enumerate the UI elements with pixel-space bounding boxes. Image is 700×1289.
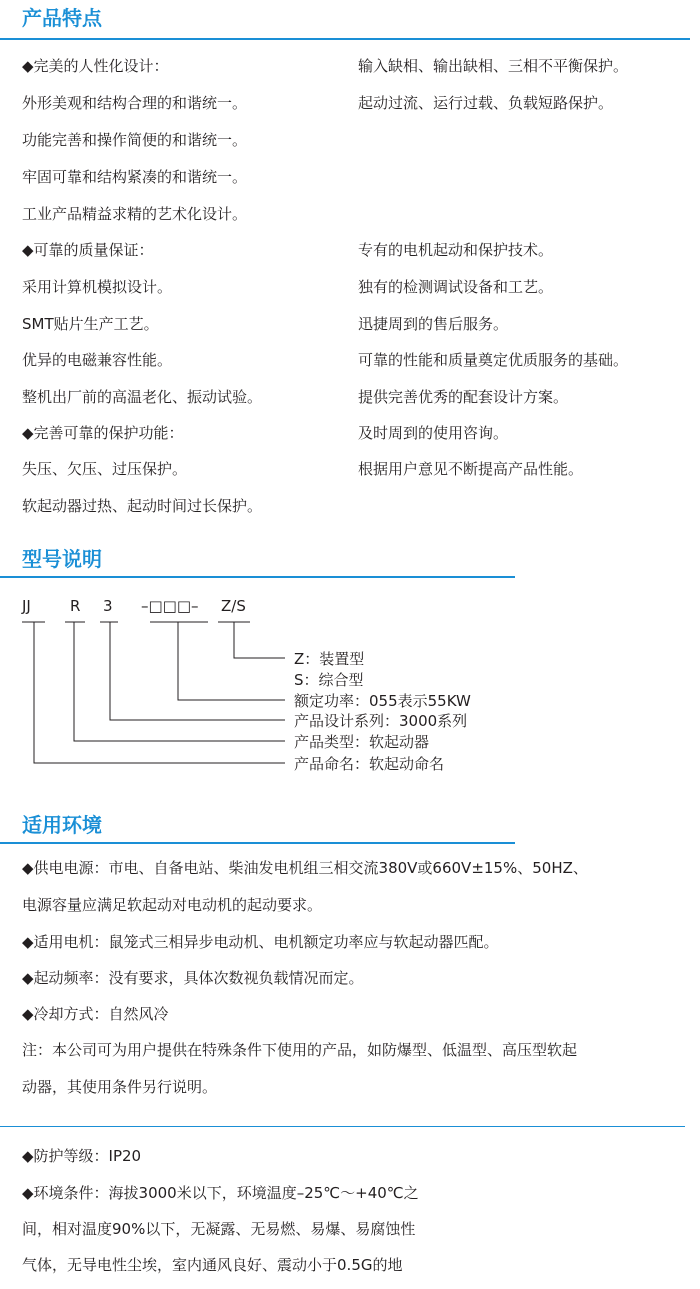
model-label-s: S：综合型 [294,671,364,689]
environment-line: 动器，其使用条件另行说明。 [22,1078,218,1096]
features-right-line: 起动过流、运行过载、负载短路保护。 [358,94,614,112]
features-left-line: 采用计算机模拟设计。 [22,278,173,296]
features-left-line: ◆完美的人性化设计： [22,57,169,75]
features-left-line: 功能完善和操作简便的和谐统一。 [22,131,248,149]
model-label-power: 额定功率：055表示55KW [294,692,471,710]
features-right-line: 可靠的性能和质量奠定优质服务的基础。 [358,351,629,369]
model-label-z: Z：装置型 [294,650,365,668]
environment-line: ◆冷却方式：自然风冷 [22,1005,169,1023]
features-right-line: 独有的检测调试设备和工艺。 [358,278,554,296]
environment-line: 电源容量应满足软起动对电动机的起动要求。 [22,896,323,914]
model-code-power-boxes: –□□□– [141,597,199,615]
features-title-rule [0,38,690,40]
features-left-line: 优异的电磁兼容性能。 [22,351,173,369]
model-title-rule [0,576,515,578]
features-right-line: 迅捷周到的售后服务。 [358,315,509,333]
environment-title: 适用环境 [22,813,102,837]
model-code-variant: Z/S [221,597,246,615]
environment-divider [0,1126,685,1127]
environment-line-2: 气体，无导电性尘埃，室内通风良好、震动小于0.5G的地 [22,1256,403,1274]
features-left-line: 工业产品精益求精的艺术化设计。 [22,205,248,223]
features-title: 产品特点 [22,6,102,30]
features-right-line: 及时周到的使用咨询。 [358,424,509,442]
features-right-line: 专有的电机起动和保护技术。 [358,241,554,259]
environment-line: ◆适用电机：鼠笼式三相异步电动机、电机额定功率应与软起动器匹配。 [22,933,499,951]
model-title: 型号说明 [22,547,102,571]
model-label-naming: 产品命名：软起动命名 [294,755,445,773]
environment-line-2: 间，相对温度90%以下，无凝露、无易燃、易爆、易腐蚀性 [22,1220,416,1238]
environment-line-2: ◆防护等级：IP20 [22,1147,142,1165]
environment-line: ◆供电电源：市电、自备电站、柴油发电机组三相交流380V或660V±15%、50HZ、 [22,859,588,877]
environment-title-rule [0,842,515,844]
features-left-line: 整机出厂前的高温老化、振动试验。 [22,388,263,406]
model-label-type: 产品类型：软起动器 [294,733,430,751]
features-left-line: 外形美观和结构合理的和谐统一。 [22,94,248,112]
features-left-line: ◆完善可靠的保护功能： [22,424,184,442]
environment-line: 注：本公司可为用户提供在特殊条件下使用的产品，如防爆型、低温型、高压型软起 [22,1041,578,1059]
model-code-type-letter: R [70,597,81,615]
features-left-line: 软起动器过热、起动时间过长保护。 [22,497,263,515]
environment-line-2: ◆环境条件：海拔3000米以下，环境温度–25℃～+40℃之 [22,1184,419,1202]
features-left-line: SMT贴片生产工艺。 [22,315,159,333]
environment-line: ◆起动频率：没有要求，具体次数视负载情况而定。 [22,969,364,987]
features-right-line: 根据用户意见不断提高产品性能。 [358,460,584,478]
model-code-series-number: 3 [103,597,113,615]
model-code-series-letters: JJ [22,597,31,615]
features-right-line: 提供完善优秀的配套设计方案。 [358,388,569,406]
features-left-line: 失压、欠压、过压保护。 [22,460,188,478]
model-label-series: 产品设计系列：3000系列 [294,712,468,730]
features-left-line: ◆可靠的质量保证： [22,241,154,259]
features-right-line: 输入缺相、输出缺相、三相不平衡保护。 [358,57,629,75]
features-left-line: 牢固可靠和结构紧凑的和谐统一。 [22,168,248,186]
